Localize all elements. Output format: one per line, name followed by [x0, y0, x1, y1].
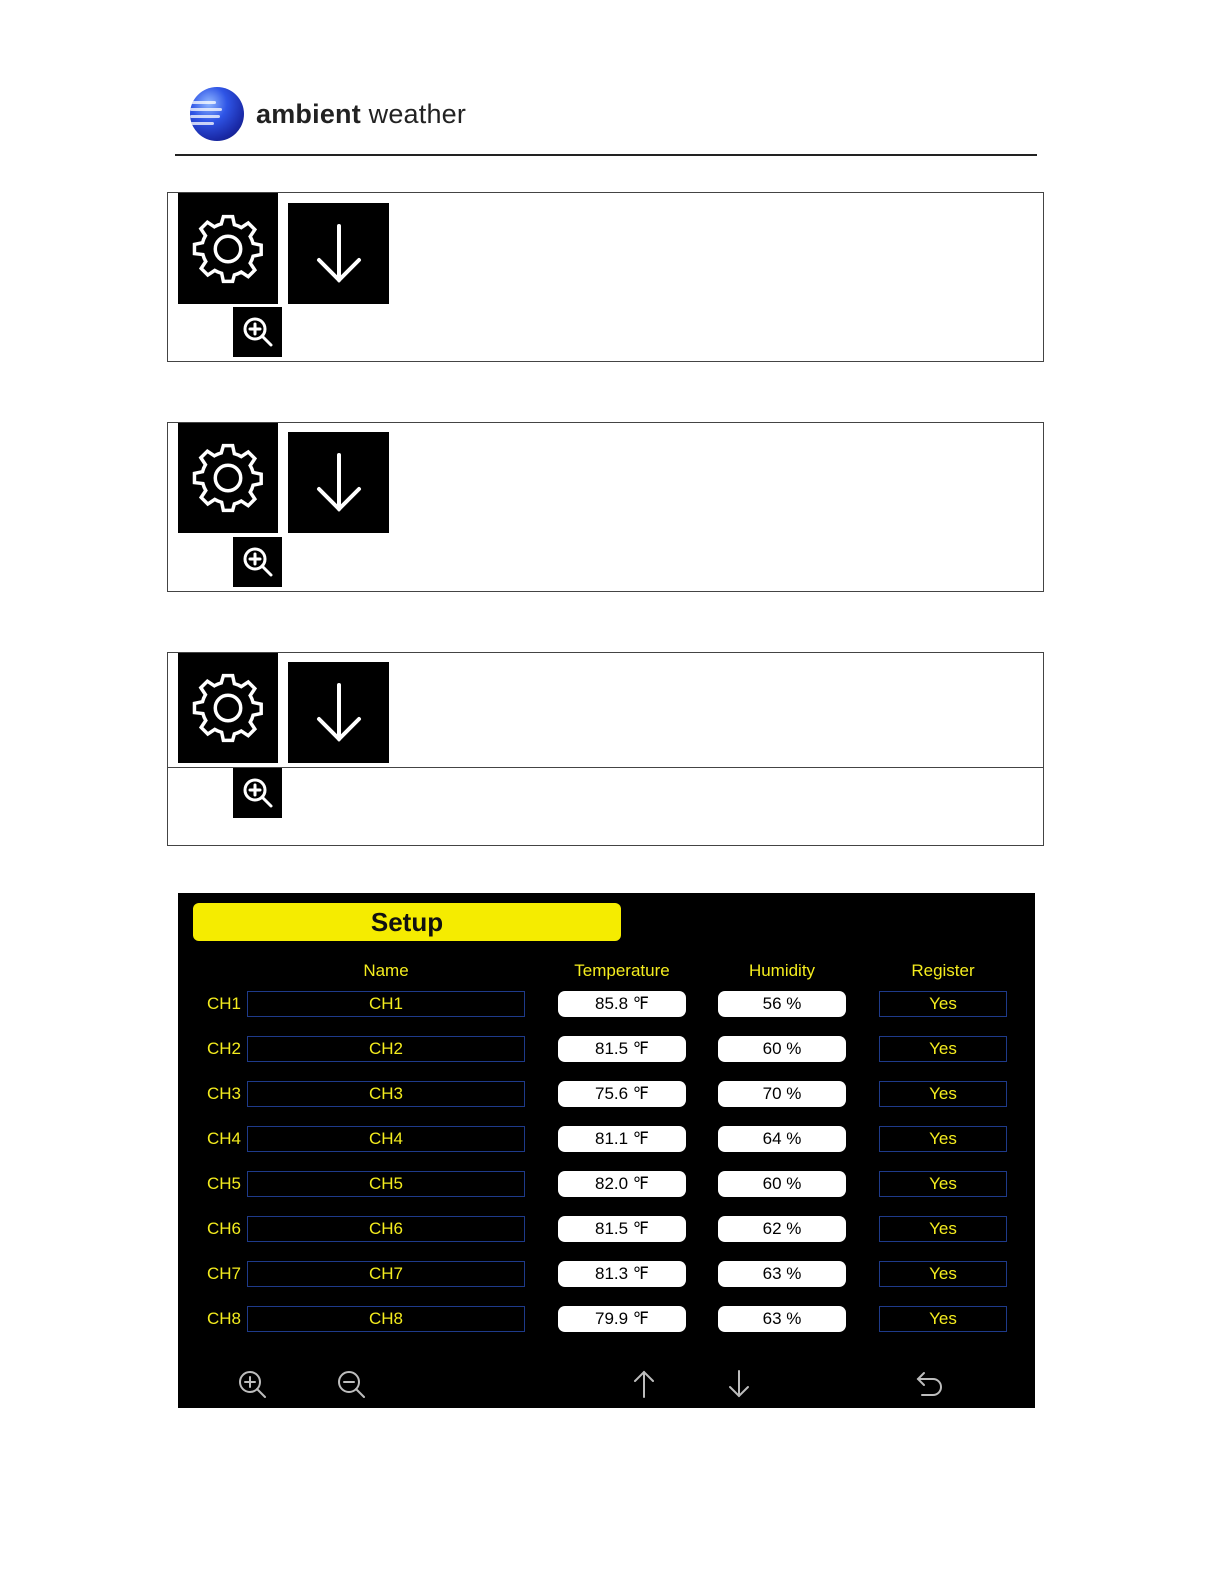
humidity-value: 56 %	[718, 991, 846, 1017]
zoom-out-icon[interactable]	[334, 1367, 368, 1401]
register-field[interactable]: Yes	[879, 1306, 1007, 1332]
register-field[interactable]: Yes	[879, 991, 1007, 1017]
table-row	[178, 1306, 1035, 1336]
channel-label: CH4	[206, 1129, 241, 1148]
header-divider	[175, 154, 1037, 156]
arrow-down-icon[interactable]	[288, 662, 389, 763]
channel-name-field[interactable]: CH8	[247, 1306, 525, 1332]
gear-icon[interactable]	[178, 193, 278, 304]
temperature-value: 85.8 ℉	[558, 991, 686, 1017]
channel-label: CH8	[206, 1309, 241, 1328]
globe-logo-icon	[190, 87, 244, 141]
step-box-3	[167, 652, 1044, 846]
channel-name-field[interactable]: CH5	[247, 1171, 525, 1197]
brand-name	[256, 99, 466, 130]
register-field[interactable]: Yes	[879, 1126, 1007, 1152]
temperature-value: 81.5 ℉	[558, 1036, 686, 1062]
arrow-down-icon[interactable]	[288, 203, 389, 304]
step-box-divider	[168, 767, 1043, 768]
zoom-in-icon[interactable]	[235, 1367, 269, 1401]
column-header-name: Name	[363, 961, 409, 980]
brand-name-bold: ambient	[256, 98, 361, 129]
arrow-up-icon[interactable]	[627, 1367, 661, 1401]
arrow-down-icon[interactable]	[722, 1367, 756, 1401]
channel-label: CH5	[206, 1174, 241, 1193]
humidity-value: 64 %	[718, 1126, 846, 1152]
table-row	[178, 1216, 1035, 1246]
table-row	[178, 1126, 1035, 1156]
gear-icon[interactable]	[178, 653, 278, 763]
channel-name-field[interactable]: CH7	[247, 1261, 525, 1287]
humidity-value: 63 %	[718, 1306, 846, 1332]
temperature-value: 75.6 ℉	[558, 1081, 686, 1107]
channel-label: CH7	[206, 1264, 241, 1283]
back-icon[interactable]	[913, 1367, 947, 1401]
column-header-temperature: Temperature	[574, 961, 670, 980]
temperature-value: 81.5 ℉	[558, 1216, 686, 1242]
table-row	[178, 1081, 1035, 1111]
column-header-humidity: Humidity	[748, 961, 816, 980]
register-field[interactable]: Yes	[879, 1036, 1007, 1062]
humidity-value: 60 %	[718, 1036, 846, 1062]
arrow-down-icon[interactable]	[288, 432, 389, 533]
register-field[interactable]: Yes	[879, 1261, 1007, 1287]
channel-name-field[interactable]: CH3	[247, 1081, 525, 1107]
table-row	[178, 1261, 1035, 1291]
table-row	[178, 1036, 1035, 1066]
channel-name-field[interactable]: CH2	[247, 1036, 525, 1062]
gear-icon[interactable]	[178, 423, 278, 533]
register-field[interactable]: Yes	[879, 1081, 1007, 1107]
temperature-value: 81.1 ℉	[558, 1126, 686, 1152]
column-header-register: Register	[911, 961, 975, 980]
table-row	[178, 991, 1035, 1021]
table-row	[178, 1171, 1035, 1201]
channel-label: CH6	[206, 1219, 241, 1238]
screen-title: Setup	[193, 903, 621, 941]
brand-name-light: weather	[360, 98, 467, 129]
channel-name-field[interactable]: CH4	[247, 1126, 525, 1152]
brand-logo	[190, 86, 466, 142]
temperature-value: 82.0 ℉	[558, 1171, 686, 1197]
step-box-2	[167, 422, 1044, 592]
zoom-in-icon[interactable]	[233, 768, 282, 818]
register-field[interactable]: Yes	[879, 1216, 1007, 1242]
channel-name-field[interactable]: CH6	[247, 1216, 525, 1242]
humidity-value: 70 %	[718, 1081, 846, 1107]
temperature-value: 79.9 ℉	[558, 1306, 686, 1332]
channel-label: CH1	[206, 994, 241, 1013]
humidity-value: 62 %	[718, 1216, 846, 1242]
channel-name-field[interactable]: CH1	[247, 991, 525, 1017]
temperature-value: 81.3 ℉	[558, 1261, 686, 1287]
step-box-1	[167, 192, 1044, 362]
zoom-in-icon[interactable]	[233, 307, 282, 357]
setup-screen	[178, 893, 1035, 1408]
zoom-in-icon[interactable]	[233, 537, 282, 587]
humidity-value: 60 %	[718, 1171, 846, 1197]
humidity-value: 63 %	[718, 1261, 846, 1287]
channel-label: CH2	[206, 1039, 241, 1058]
register-field[interactable]: Yes	[879, 1171, 1007, 1197]
channel-label: CH3	[206, 1084, 241, 1103]
